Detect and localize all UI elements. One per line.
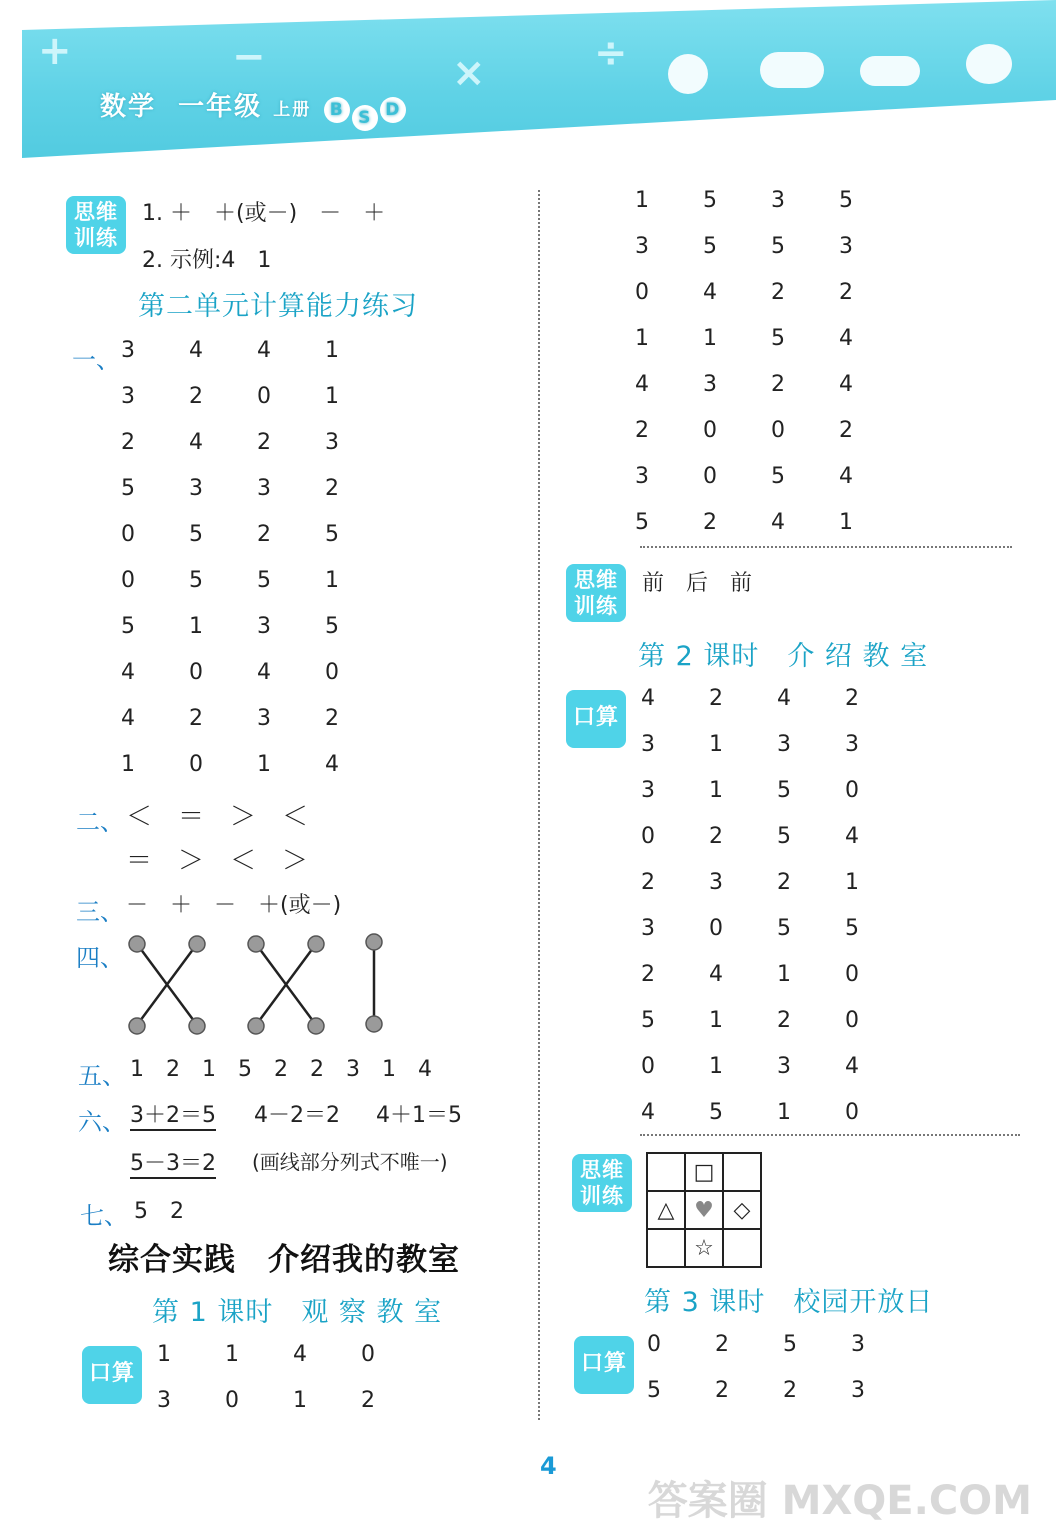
answer-cell: 4 <box>845 824 859 849</box>
answer-cell: 0 <box>703 418 717 443</box>
answer-cell: 3 <box>839 234 853 259</box>
answer-cell: 0 <box>189 752 203 777</box>
answer-cell: 5 <box>121 476 135 501</box>
answer-cell: 4 <box>121 660 135 685</box>
counting-answers: 1 2 1 5 2 2 3 1 4 <box>130 1057 432 1082</box>
answer-cell: 4 <box>293 1342 307 1367</box>
answer-cell: 2 <box>839 280 853 305</box>
answer-cell: 5 <box>635 510 649 535</box>
answer-cell: 5 <box>783 1332 797 1357</box>
answer-cell: 2 <box>325 476 339 501</box>
answer-cell: 2 <box>771 280 785 305</box>
answer-cell: 1 <box>777 962 791 987</box>
lesson-3-title: 第 3 课时 校园开放日 <box>644 1287 934 1318</box>
answer-cell: 0 <box>189 660 203 685</box>
answer-cell: 1 <box>257 752 271 777</box>
answer-cell: 0 <box>845 1008 859 1033</box>
answer-cell: 4 <box>325 752 339 777</box>
question-label-4: 四、 <box>76 944 124 972</box>
compare-answers-line-1: ＜ ＝ ＞ ＜ <box>126 802 309 832</box>
answer-cell: 4 <box>839 326 853 351</box>
sun-icon <box>966 44 1012 84</box>
question-label-5: 五、 <box>78 1062 126 1090</box>
answer-cell: 2 <box>709 824 723 849</box>
edition-badge-d: D <box>380 97 406 123</box>
answer-cell: 2 <box>715 1378 729 1403</box>
answer-cell: 5 <box>325 614 339 639</box>
answer-cell: 3 <box>641 916 655 941</box>
answer-cell: 2 <box>715 1332 729 1357</box>
answer-cell: 4 <box>771 510 785 535</box>
answer-cell: 5 <box>771 234 785 259</box>
equation-2: 4－2＝2 <box>254 1103 340 1128</box>
answer-cell: 5 <box>845 916 859 941</box>
answer-cell: 2 <box>771 372 785 397</box>
answer-cell: 2 <box>777 1008 791 1033</box>
edition-badge-s: S <box>352 105 378 131</box>
equation-note: (画线部分列式不唯一) <box>252 1150 448 1174</box>
answer-cell: 1 <box>845 870 859 895</box>
watermark: 答案圈 MXQE.COM <box>647 1478 1032 1524</box>
answer-cell: 3 <box>189 476 203 501</box>
diamond-icon: ◇ <box>723 1191 761 1229</box>
answer-cell: 0 <box>225 1388 239 1413</box>
shape-grid <box>646 1152 762 1268</box>
answer-cell: 5 <box>777 824 791 849</box>
answer-cell: 3 <box>641 778 655 803</box>
answer-cell: 1 <box>325 384 339 409</box>
answer-cell: 1 <box>777 1100 791 1125</box>
question-label-3: 三、 <box>76 898 124 926</box>
answer-cell: 4 <box>121 706 135 731</box>
compare-answers-line-2: ＝ ＞ ＜ ＞ <box>126 846 309 876</box>
answer-cell: 1 <box>189 614 203 639</box>
square-icon: □ <box>685 1153 723 1191</box>
answer-cell: 1 <box>709 1054 723 1079</box>
plus-deco-icon: + <box>38 28 72 74</box>
answer-cell: 1 <box>121 752 135 777</box>
dotted-separator <box>640 1134 1020 1136</box>
answer-cell: 3 <box>641 732 655 757</box>
answer-cell: 0 <box>361 1342 375 1367</box>
divide-deco-icon: ÷ <box>594 30 628 76</box>
dotted-separator <box>640 546 1012 548</box>
front-back-answers: 前 后 前 <box>642 571 753 596</box>
answer-cell: 1 <box>325 338 339 363</box>
page-number: 4 <box>540 1452 557 1480</box>
lesson-1-title: 第 1 课时 观 察 教 室 <box>152 1297 443 1328</box>
answer-cell: 1 <box>709 1008 723 1033</box>
heart-icon: ♥ <box>685 1191 723 1229</box>
answer-cell: 3 <box>121 384 135 409</box>
answer-cell: 5 <box>777 778 791 803</box>
q7-answers: 5 2 <box>134 1199 184 1224</box>
answer-cell: 5 <box>703 234 717 259</box>
cloud-icon <box>760 52 824 88</box>
answer-cell: 3 <box>325 430 339 455</box>
answer-cell: 4 <box>777 686 791 711</box>
answer-cell: 1 <box>709 778 723 803</box>
answer-cell: 0 <box>635 280 649 305</box>
answer-cell: 4 <box>635 372 649 397</box>
answer-cell: 2 <box>839 418 853 443</box>
answer-cell: 0 <box>845 962 859 987</box>
answer-cell: 0 <box>121 522 135 547</box>
answer-cell: 5 <box>189 568 203 593</box>
answer-cell: 1 <box>293 1388 307 1413</box>
equation-4: 5－3＝2 <box>130 1146 216 1179</box>
oral-calc-badge: 口算 <box>82 1346 142 1404</box>
answer-cell: 1 <box>157 1342 171 1367</box>
answer-cell: 2 <box>709 686 723 711</box>
answer-cell: 2 <box>361 1388 375 1413</box>
answer-cell: 4 <box>189 338 203 363</box>
answer-cell: 3 <box>635 464 649 489</box>
answer-cell: 2 <box>777 870 791 895</box>
answer-cell: 3 <box>121 338 135 363</box>
answer-cell: 4 <box>845 1054 859 1079</box>
answer-cell: 5 <box>641 1008 655 1033</box>
answer-cell: 3 <box>851 1378 865 1403</box>
shape-cell <box>647 1153 685 1191</box>
answer-cell: 1 <box>325 568 339 593</box>
answer-cell: 3 <box>703 372 717 397</box>
answer-cell: 3 <box>257 476 271 501</box>
minus-deco-icon: − <box>232 34 266 80</box>
operator-answers: － ＋ － ＋(或－) <box>126 893 342 918</box>
shape-cell <box>647 1229 685 1267</box>
answer-cell: 2 <box>641 962 655 987</box>
sun-icon <box>668 54 708 94</box>
answer-cell: 5 <box>777 916 791 941</box>
answer-cell: 2 <box>189 384 203 409</box>
answer-cell: 3 <box>635 234 649 259</box>
answer-cell: 0 <box>647 1332 661 1357</box>
question-label-7: 七、 <box>80 1202 128 1230</box>
answer-cell: 0 <box>845 1100 859 1125</box>
answer-cell: 4 <box>189 430 203 455</box>
equation-1: 3＋2＝5 <box>130 1098 216 1131</box>
answer-cell: 0 <box>709 916 723 941</box>
answer-cell: 3 <box>709 870 723 895</box>
answer-cell: 4 <box>257 338 271 363</box>
answer-cell: 2 <box>783 1378 797 1403</box>
answer-cell: 0 <box>325 660 339 685</box>
answer-cell: 0 <box>257 384 271 409</box>
answer-cell: 1 <box>635 188 649 213</box>
answer-cell: 3 <box>771 188 785 213</box>
answer-cell: 0 <box>771 418 785 443</box>
answer-cell: 0 <box>845 778 859 803</box>
unit-title: 第二单元计算能力练习 <box>138 291 418 322</box>
answer-cell: 5 <box>771 464 785 489</box>
thinking-training-badge: 思维 训练 <box>572 1154 632 1212</box>
thinking-answer-1: 1. ＋ ＋(或－) － ＋ <box>142 201 386 226</box>
answer-cell: 5 <box>257 568 271 593</box>
answer-cell: 2 <box>703 510 717 535</box>
triangle-icon: △ <box>647 1191 685 1229</box>
practice-title: 综合实践 介绍我的教室 <box>108 1242 460 1278</box>
answer-cell: 2 <box>121 430 135 455</box>
star-icon: ☆ <box>685 1229 723 1267</box>
thinking-answer-2: 2. 示例:4 1 <box>142 248 272 273</box>
lesson-2-title: 第 2 课时 介 绍 教 室 <box>638 641 929 672</box>
edition-badge-b: B <box>324 97 350 123</box>
column-divider <box>538 190 540 1420</box>
answer-cell: 4 <box>703 280 717 305</box>
question-label-1: 一、 <box>72 346 120 374</box>
answer-cell: 3 <box>257 706 271 731</box>
answer-cell: 4 <box>839 464 853 489</box>
answer-cell: 3 <box>777 1054 791 1079</box>
page-header-title: 数学 一年级 上册 B S D <box>100 86 406 123</box>
answer-cell: 3 <box>157 1388 171 1413</box>
answer-cell: 2 <box>257 430 271 455</box>
answer-cell: 3 <box>777 732 791 757</box>
answer-cell: 0 <box>641 1054 655 1079</box>
answer-cell: 0 <box>703 464 717 489</box>
answer-cell: 2 <box>641 870 655 895</box>
question-label-2: 二、 <box>76 808 124 836</box>
answer-cell: 4 <box>257 660 271 685</box>
answer-cell: 5 <box>121 614 135 639</box>
answer-cell: 2 <box>189 706 203 731</box>
cloud-icon <box>860 56 920 86</box>
answer-cell: 2 <box>257 522 271 547</box>
answer-cell: 1 <box>709 732 723 757</box>
thinking-training-badge: 思维 训练 <box>66 196 126 254</box>
thinking-training-badge: 思维 训练 <box>566 564 626 622</box>
equation-3: 4＋1＝5 <box>376 1103 462 1128</box>
answer-cell: 1 <box>703 326 717 351</box>
answer-cell: 0 <box>121 568 135 593</box>
answer-cell: 0 <box>641 824 655 849</box>
answer-cell: 4 <box>641 686 655 711</box>
answer-cell: 2 <box>845 686 859 711</box>
answer-cell: 3 <box>851 1332 865 1357</box>
answer-cell: 3 <box>257 614 271 639</box>
answer-cell: 4 <box>641 1100 655 1125</box>
answer-cell: 5 <box>325 522 339 547</box>
oral-calc-badge: 口算 <box>566 690 626 748</box>
answer-cell: 5 <box>647 1378 661 1403</box>
oral-calc-badge: 口算 <box>574 1336 634 1394</box>
shape-cell <box>723 1153 761 1191</box>
answer-cell: 4 <box>839 372 853 397</box>
answer-cell: 5 <box>703 188 717 213</box>
answer-cell: 5 <box>189 522 203 547</box>
answer-cell: 2 <box>635 418 649 443</box>
answer-cell: 3 <box>845 732 859 757</box>
answer-cell: 5 <box>771 326 785 351</box>
question-label-6: 六、 <box>78 1108 126 1136</box>
answer-cell: 5 <box>709 1100 723 1125</box>
answer-cell: 4 <box>709 962 723 987</box>
answer-cell: 2 <box>325 706 339 731</box>
answer-cell: 5 <box>839 188 853 213</box>
times-deco-icon: × <box>452 50 486 96</box>
shape-cell <box>723 1229 761 1267</box>
matching-lines-diagram <box>120 928 400 1038</box>
answer-cell: 1 <box>225 1342 239 1367</box>
answer-cell: 1 <box>839 510 853 535</box>
answer-cell: 1 <box>635 326 649 351</box>
